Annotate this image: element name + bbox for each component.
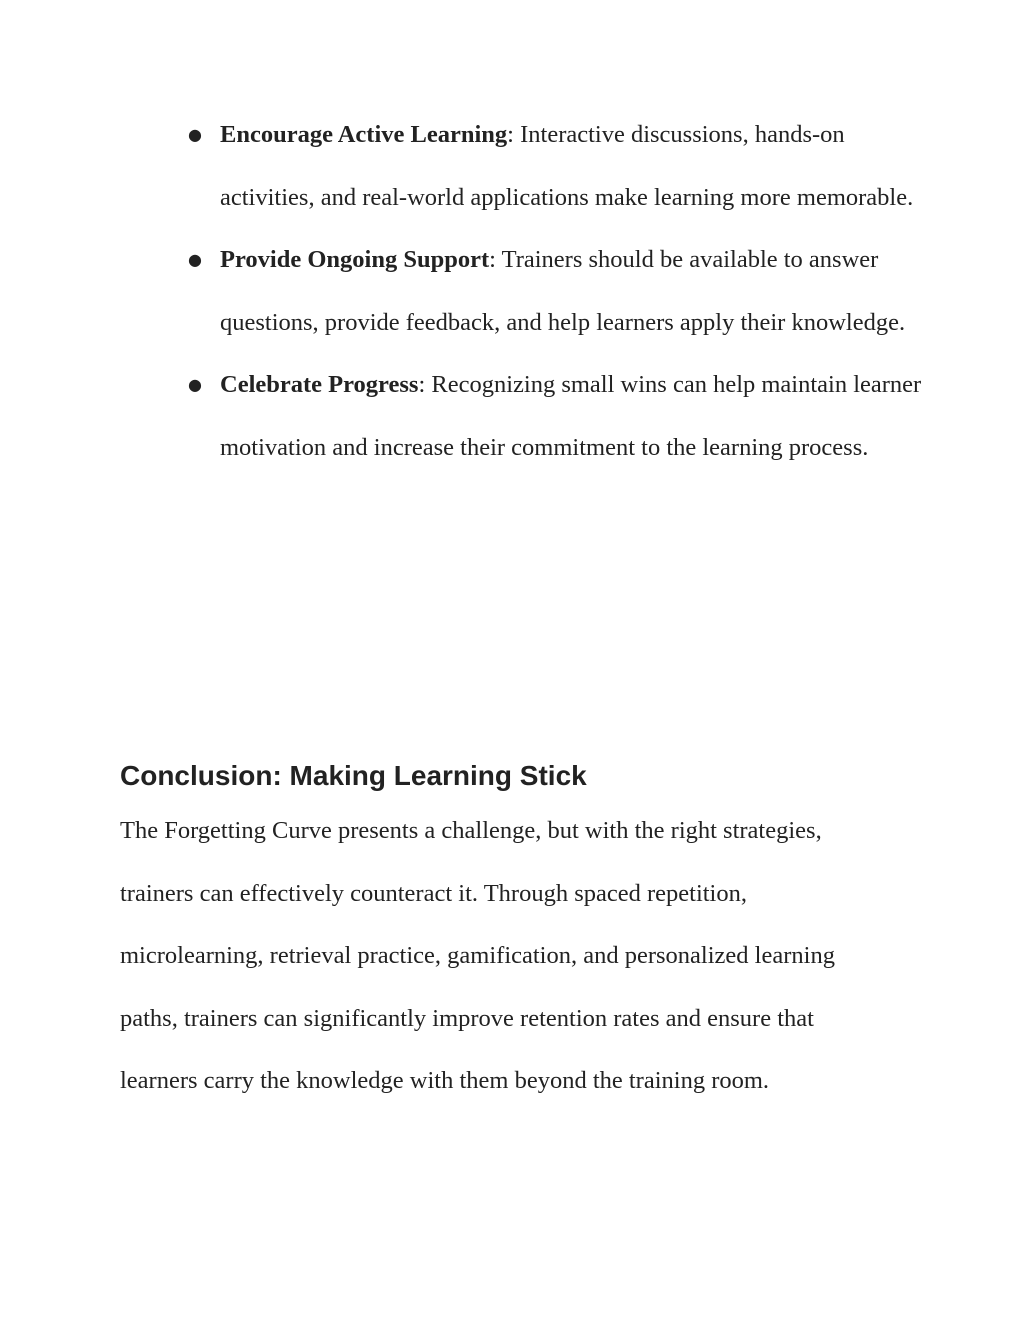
list-item (188, 104, 928, 229)
bullet-term: Provide Ongoing Support (220, 246, 490, 273)
bullet-separator: : (489, 246, 502, 273)
bullet-text: Interactive discussions, hands-on activities, and real-world applications make learning more memorable. (220, 121, 914, 211)
bullet-icon: ● (188, 125, 202, 144)
bullet-text: Recognizing small wins can help maintain learner motivation and increase their commitment to the learning process. (220, 371, 922, 461)
bullet-text: Trainers should be available to answer questions, provide feedback, and help learners apply their knowledge. (220, 246, 906, 336)
bullet-term: Encourage Active Learning (220, 121, 508, 148)
bullet-separator: : (418, 371, 432, 398)
list-item (188, 354, 928, 479)
section-heading: Conclusion: Making Learning Stick (120, 760, 587, 791)
conclusion-paragraph: The Forgetting Curve presents a challenge, but with the right strategies, trainers can effectively counteract it. Through spaced repetition, microlearning, retrieval practice, gamification, and personalized learning paths, trainers can significantly improve retention rates and ensure that learners carry the knowledge with them beyond the training room. (120, 817, 835, 1094)
bullet-separator: : (507, 121, 521, 148)
list-item (188, 229, 928, 354)
bullet-term: Celebrate Progress (220, 371, 419, 398)
bullet-icon: ● (188, 375, 202, 394)
bullet-icon: ● (188, 250, 202, 269)
tips-bullet-list (188, 104, 928, 479)
